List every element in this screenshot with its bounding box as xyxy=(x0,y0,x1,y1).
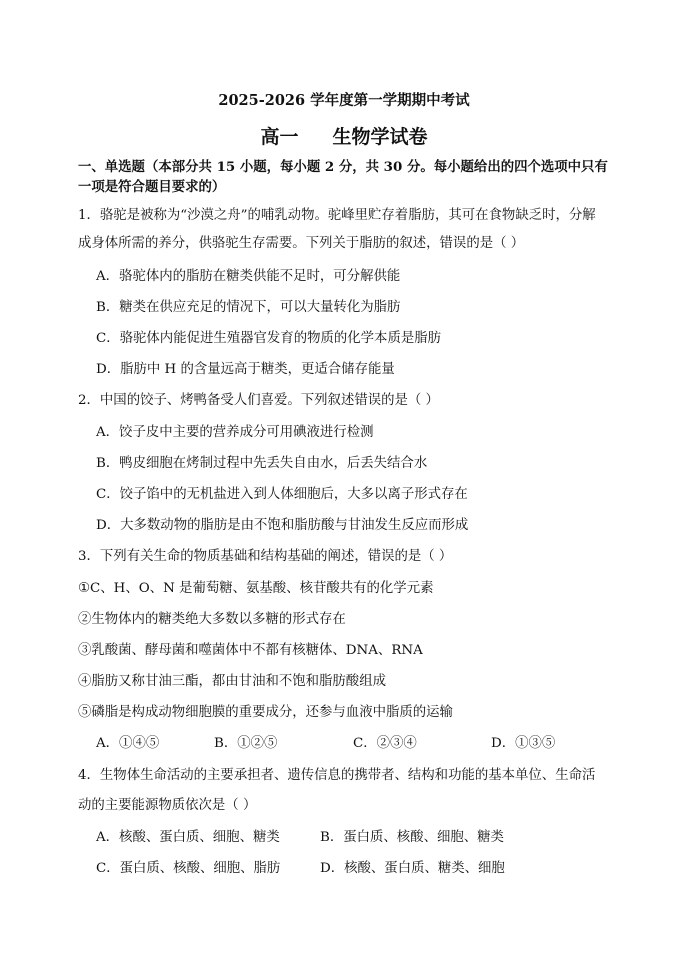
subject-title xyxy=(0,124,688,150)
q3-option-c: C．②③④ xyxy=(353,736,417,751)
q4-option-a: A．核酸、蛋白质、细胞、糖类 xyxy=(96,830,280,845)
q1-option-b: B．糖类在供应充足的情况下，可以大量转化为脂肪 xyxy=(96,300,401,315)
q2-option-c: C．饺子馅中的无机盐进入到人体细胞后，大多以离子形式存在 xyxy=(96,487,468,502)
q4-option-b: B．蛋白质、核酸、细胞、糖类 xyxy=(320,830,504,845)
q3-option-d: D．①③⑤ xyxy=(491,736,556,751)
q1-option-a: A．骆驼体内的脂肪在糖类供能不足时，可分解供能 xyxy=(96,269,401,284)
q3-statement-3: ③乳酸菌、酵母菌和噬菌体中不都有核糖体、DNA、RNA xyxy=(78,643,423,658)
q2-option-a: A．饺子皮中主要的营养成分可用碘液进行检测 xyxy=(96,425,374,440)
q4-stem-line2: 动的主要能源物质依次是（ ） xyxy=(78,798,257,813)
q1-stem-line1: 1．骆驼是被称为“沙漠之舟”的哺乳动物。驼峰里贮存着脂肪，其可在食物缺乏时，分解 xyxy=(78,208,596,223)
subject-label: 生物学试卷 xyxy=(332,126,428,148)
q4-stem-line1: 4．生物体生命活动的主要承担者、遗传信息的携带者、结构和功能的基本单位、生命活 xyxy=(78,768,596,783)
section-heading-line2: 一项是符合题目要求的） xyxy=(78,179,226,195)
grade-label: 高一 xyxy=(260,126,299,148)
q1-option-d: D．脂肪中 H 的含量远高于糖类，更适合储存能量 xyxy=(96,362,395,377)
q1-option-c: C．骆驼体内能促进生殖器官发育的物质的化学本质是脂肪 xyxy=(96,331,442,346)
q3-statement-5: ⑤磷脂是构成动物细胞膜的重要成分，还参与血液中脂质的运输 xyxy=(78,705,453,720)
section-heading-line1: 一、单选题（本部分共 15 小题，每小题 2 分，共 30 分。每小题给出的四个选项中只有 xyxy=(78,159,608,175)
q3-statement-1: ①C、H、O、N 是葡萄糖、氨基酸、核苷酸共有的化学元素 xyxy=(78,581,434,596)
q2-option-d: D．大多数动物的脂肪是由不饱和脂肪酸与甘油发生反应而形成 xyxy=(96,518,469,533)
q3-option-b: B．①②⑤ xyxy=(214,736,278,751)
q2-option-b: B．鸭皮细胞在烤制过程中先丢失自由水，后丢失结合水 xyxy=(96,456,428,471)
q3-option-a: A．①④⑤ xyxy=(96,736,160,751)
q1-stem-line2: 成身体所需的养分，供骆驼生存需要。下列关于脂肪的叙述，错误的是（ ） xyxy=(78,236,525,251)
exam-title: 2025-2026 学年度第一学期期中考试 xyxy=(218,92,470,109)
q3-statement-4: ④脂肪又称甘油三酯，都由甘油和不饱和脂肪酸组成 xyxy=(78,674,386,689)
q2-stem-line1: 2．中国的饺子、烤鸭备受人们喜爱。下列叙述错误的是（ ） xyxy=(78,393,439,408)
q3-stem-line1: 3．下列有关生命的物质基础和结构基础的阐述，错误的是（ ） xyxy=(78,549,453,564)
q4-option-c: C．蛋白质、核酸、细胞、脂肪 xyxy=(96,861,281,876)
q3-statement-2: ②生物体内的糖类绝大多数以多糖的形式存在 xyxy=(78,612,346,627)
q4-option-d: D．核酸、蛋白质、糖类、细胞 xyxy=(320,861,505,876)
